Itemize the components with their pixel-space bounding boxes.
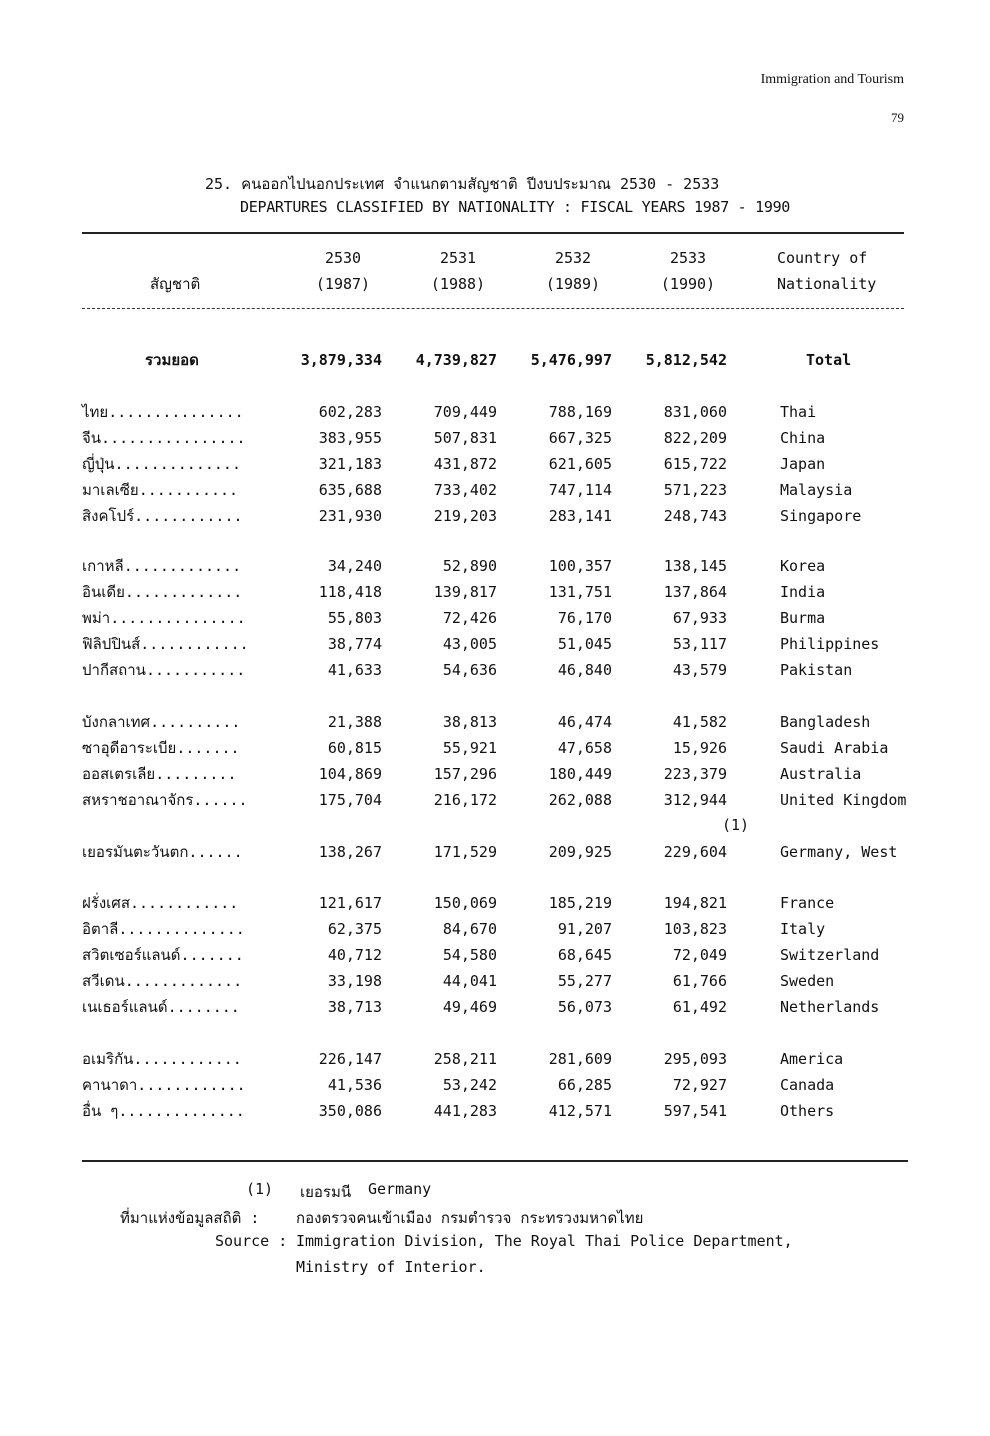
row-value: 137,864 [663,583,727,601]
row-value: 226,147 [318,1050,382,1068]
total-2531: 4,739,827 [415,351,497,369]
row-value: 312,944 [663,791,727,809]
row-label-english: Sweden [780,972,835,990]
row-value: 383,955 [318,429,382,447]
column-header-nationality: Nationality [777,275,877,293]
row-value: 91,207 [557,920,612,938]
row-value: 831,060 [663,403,727,421]
row-value: 68,645 [557,946,612,964]
source-thai: กองตรวจคนเข้าเมือง กรมตำรวจ กระทรวงมหาดไทย [296,1209,644,1227]
row-value: 33,198 [327,972,382,990]
table-title-thai: 25. คนออกไปนอกประเทศ จำแนกตามสัญชาติ ปีงบประมาณ 2530 - 2533 [205,175,720,193]
row-label-english: Bangladesh [780,713,871,731]
row-value: 55,803 [327,609,382,627]
row-label-thai: เยอรมันตะวันตก...... [82,843,243,861]
row-value: 262,088 [548,791,612,809]
bottom-rule [82,1160,908,1162]
row-value: 60,815 [327,739,382,757]
row-label-english: Singapore [780,507,862,525]
row-value: 47,658 [557,739,612,757]
table-title-english: DEPARTURES CLASSIFIED BY NATIONALITY : FISCAL YEARS 1987 - 1990 [240,198,791,216]
row-label-english: India [780,583,826,601]
row-value: 67,933 [672,609,727,627]
row-value: 150,069 [433,894,497,912]
row-value: 216,172 [433,791,497,809]
row-value: 49,469 [442,998,497,1016]
row-label-english: America [780,1050,844,1068]
row-value: 131,751 [548,583,612,601]
row-label-english: Australia [780,765,862,783]
row-value: 61,492 [672,998,727,1016]
row-value: 38,774 [327,635,382,653]
row-value: 602,283 [318,403,382,421]
footnote-english: Germany [368,1180,432,1198]
row-value: 46,474 [557,713,612,731]
row-value: 38,713 [327,998,382,1016]
row-label-thai: ฝรั่งเศส............ [82,894,239,912]
row-label-english: China [780,429,826,447]
row-value: 54,580 [442,946,497,964]
row-value: 621,605 [548,455,612,473]
row-label-thai: ซาอุดีอาระเบีย....... [82,739,240,757]
column-header-1990: (1990) [660,275,716,293]
footnote-marker: (1) [246,1180,274,1198]
row-label-thai: อิตาลี.............. [82,920,245,938]
footnote-thai: เยอรมนี [300,1183,352,1201]
row-value: 258,211 [433,1050,497,1068]
row-value: 788,169 [548,403,612,421]
total-2533: 5,812,542 [645,351,727,369]
column-header-1989: (1989) [545,275,601,293]
row-value: 209,925 [548,843,612,861]
row-label-english: United Kingdom [780,791,907,809]
row-value: 667,325 [548,429,612,447]
row-value: 72,927 [672,1076,727,1094]
row-label-thai: สวีเดน............. [82,972,243,990]
row-value: 53,242 [442,1076,497,1094]
source-label-english: Source : [215,1232,288,1250]
row-value: 295,093 [663,1050,727,1068]
row-label-thai: สวิตเซอร์แลนด์....... [82,946,244,964]
row-value: 733,402 [433,481,497,499]
row-value: 104,869 [318,765,382,783]
column-header-2532: 2532 [554,249,592,267]
source-english-line2: Ministry of Interior. [296,1258,486,1276]
column-header-2530: 2530 [324,249,362,267]
row-label-english: Netherlands [780,998,880,1016]
row-label-english: Thai [780,403,817,421]
row-value: 175,704 [318,791,382,809]
column-header-1988: (1988) [430,275,486,293]
row-value: 822,209 [663,429,727,447]
row-value: 412,571 [548,1102,612,1120]
source-label-thai: ที่มาแห่งข้อมูลสถิติ : [120,1209,260,1227]
row-value: 15,926 [672,739,727,757]
header-rule [82,308,904,309]
row-value: 72,426 [442,609,497,627]
row-value: 597,541 [663,1102,727,1120]
row-label-thai: อเมริกัน............ [82,1050,242,1068]
total-2530: 3,879,334 [300,351,382,369]
row-value: 40,712 [327,946,382,964]
row-value: 55,921 [442,739,497,757]
column-header-country: Country of [777,249,868,267]
row-value: 41,536 [327,1076,382,1094]
row-value: 180,449 [548,765,612,783]
row-label-english: Canada [780,1076,835,1094]
row-value: 76,170 [557,609,612,627]
row-value: 507,831 [433,429,497,447]
row-label-thai: ปากีสถาน........... [82,661,246,679]
row-label-english: Saudi Arabia [780,739,889,757]
row-label-thai: ออสเตรเลีย......... [82,765,237,783]
row-value: 121,617 [318,894,382,912]
column-header-thai: สัญชาติ [150,275,201,293]
row-value: 223,379 [663,765,727,783]
row-value: 441,283 [433,1102,497,1120]
row-value: 72,049 [672,946,727,964]
running-head: Immigration and Tourism [760,72,904,87]
row-label-english: Japan [780,455,826,473]
row-value: 229,604 [663,843,727,861]
row-label-english: Italy [780,920,826,938]
row-label-thai: มาเลเซีย........... [82,481,239,499]
row-value: 34,240 [327,557,382,575]
row-value: 431,872 [433,455,497,473]
row-label-thai: ฟิลิปปินส์............ [82,635,249,653]
row-label-thai: เกาหลี............. [82,557,242,575]
column-header-2531: 2531 [439,249,477,267]
row-label-english: Switzerland [780,946,880,964]
row-value: 709,449 [433,403,497,421]
column-header-2533: 2533 [669,249,707,267]
row-label-thai: อื่น ๆ.............. [82,1102,245,1120]
row-label-thai: เนเธอร์แลนด์........ [82,998,240,1016]
row-value: 103,823 [663,920,727,938]
row-value: 171,529 [433,843,497,861]
total-2532: 5,476,997 [530,351,612,369]
row-value: 139,817 [433,583,497,601]
page-number: 79 [891,110,904,125]
row-value: 55,277 [557,972,612,990]
row-label-english: Philippines [780,635,880,653]
row-value: 46,840 [557,661,612,679]
row-value: 157,296 [433,765,497,783]
row-value: 321,183 [318,455,382,473]
row-value: 38,813 [442,713,497,731]
row-value: 43,005 [442,635,497,653]
row-value: 43,579 [672,661,727,679]
row-label-english: France [780,894,835,912]
row-value: 41,582 [672,713,727,731]
row-value: 248,743 [663,507,727,525]
row-label-thai: อินเดีย............. [82,583,243,601]
top-rule [82,232,904,234]
row-value: 219,203 [433,507,497,525]
row-value: 54,636 [442,661,497,679]
row-value: 56,073 [557,998,612,1016]
row-value: 21,388 [327,713,382,731]
row-value: 61,766 [672,972,727,990]
row-value: 53,117 [672,635,727,653]
row-value: 185,219 [548,894,612,912]
row-label-english: Others [780,1102,835,1120]
row-value: 281,609 [548,1050,612,1068]
row-value: 283,141 [548,507,612,525]
row-value: 138,267 [318,843,382,861]
row-label-thai: ญี่ปุ่น.............. [82,455,241,473]
row-value: 62,375 [327,920,382,938]
total-label-thai: รวมยอด [145,351,199,369]
row-value: 44,041 [442,972,497,990]
row-value: 51,045 [557,635,612,653]
row-value: 52,890 [442,557,497,575]
total-label-english: Total [806,351,852,369]
row-value: 118,418 [318,583,382,601]
row-label-thai: คานาดา............ [82,1076,246,1094]
row-value: 84,670 [442,920,497,938]
column-header-1987: (1987) [315,275,371,293]
row-value: 41,633 [327,661,382,679]
row-value: 100,357 [548,557,612,575]
row-label-english: Korea [780,557,826,575]
row-label-thai: จีน................ [82,429,246,447]
footnote-marker-germany: (1) [722,816,750,834]
row-label-thai: สหราชอาณาจักร...... [82,791,248,809]
row-value: 194,821 [663,894,727,912]
row-value: 747,114 [548,481,612,499]
row-label-thai: สิงคโปร์............ [82,507,243,525]
row-label-thai: ไทย............... [82,403,244,421]
row-value: 571,223 [663,481,727,499]
row-label-thai: บังกลาเทศ.......... [82,713,241,731]
source-english-line1: Immigration Division, The Royal Thai Police Department, [296,1232,793,1250]
row-label-english: Germany, West [780,843,898,861]
row-value: 138,145 [663,557,727,575]
row-value: 350,086 [318,1102,382,1120]
row-label-english: Pakistan [780,661,853,679]
row-label-english: Burma [780,609,826,627]
row-label-english: Malaysia [780,481,853,499]
row-value: 615,722 [663,455,727,473]
row-label-thai: พม่า............... [82,609,246,627]
row-value: 66,285 [557,1076,612,1094]
row-value: 231,930 [318,507,382,525]
row-value: 635,688 [318,481,382,499]
